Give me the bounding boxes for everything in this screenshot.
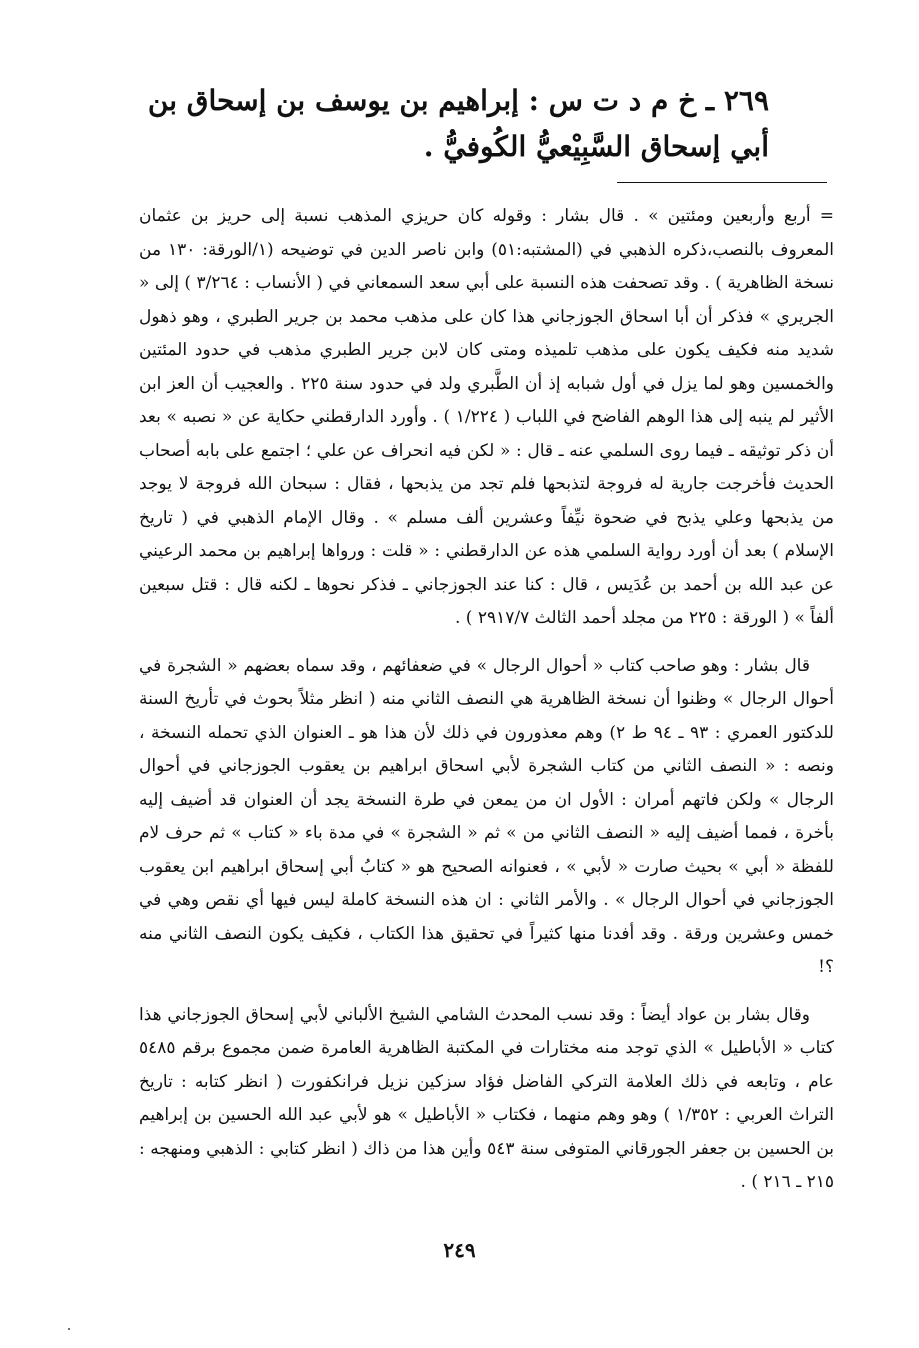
footnote-paragraph-3: وقال بشار بن عواد أيضاً : وقد نسب المحدث الشامي الشيخ الألباني لأبي إسحاق الجوزجاني هذا كتاب « الأباطيل » الذي توجد منه مختارات في المكتبة الظاهرية العامرة ضمن مجموع برقم ٥٤٨٥ عام ، وتابعه في ذلك العلامة التركي الفاضل فؤاد سزكين نزيل فرانكفورت ( انظر كتابه : تاريخ التراث العربي : ١/٣٥٢ ) وهو وهم منهما ، فكتاب « الأباطيل » هو لأبي عبد الله الحسين بن إبراهيم بن الحسين بن جعفر الجورقاني المتوفى سنة ٥٤٣ وأين هذا من ذاك ( انظر كتابي : الذهبي ومنهجه : ٢١٥ ـ ٢١٦ ) . (139, 1004, 834, 1192)
scan-speck (68, 1328, 70, 1330)
footnote-paragraph-2: قال بشار : وهو صاحب كتاب « أحوال الرجال » في ضعفائهم ، وقد سماه بعضهم « الشجرة في أحوال الرجال » وظنوا أن نسخة الظاهرية هي النصف الثاني منه ( انظر مثلاً بحوث في تأريخ السنة للدكتور العمري : ٩٣ ـ ٩٤ ط ٢) وهم معذورون في ذلك لأن هذا هو ـ العنوان الذي تحمله النسخة ، ونصه : « النصف الثاني من كتاب الشجرة لأبي اسحاق ابراهيم بن يعقوب الجوزجاني في أحوال الرجال » ولكن فاتهم أمران : الأول ان من يمعن في طرة النسخة يجد أن العنوان قد أضيف إليه بأخرة ، فمما أضيف إليه « النصف الثاني من » ثم « الشجرة » في مدة باء « كتاب » ثم حرف لام للفظة « أبي » بحيث صارت « لأبي » ، فعنوانه الصحيح هو « كتابُ أبي إسحاق ابراهيم ابن يعقوب الجوزجاني في أحوال الرجال » . والأمر الثاني : ان هذه النسخة كاملة ليس فيها أي نقص وهي في خمس وعشرين ورقة . وقد أفدنا منها كثيراً في تحقيق هذا الكتاب ، فكيف يكون النصف الثاني منه ؟! (139, 655, 834, 977)
entry-symbols: خ م د ت س : (528, 84, 697, 117)
footnote-divider (617, 182, 827, 183)
entry-title: إبراهيم بن يوسف بن إسحاق بن أبي إسحاق السَّبِيْعيُّ الكُوفيُّ . (147, 84, 769, 163)
footnote-body (139, 200, 834, 1214)
entry-number: ٢٦٩ ـ (705, 84, 769, 117)
footnote-paragraph-1: = أربع وأربعين ومئتين » . قال بشار : وقوله كان حريزي المذهب نسبة إلى حريز بن عثمان المعروف بالنصب،ذكره الذهبي في (المشتبه:٥١) وابن ناصر الدين في توضيحه (١/الورقة: ١٣٠ من نسخة الظاهرية ) . وقد تصحفت هذه النسبة على أبي سعد السمعاني في ( الأنساب : ٣/٢٦٤ ) إلى « الجريري » فذكر أن أبا اسحاق الجوزجاني هذا كان على مذهب محمد بن جرير الطبري ، وهو ذهول شديد منه فكيف يكون على مذهب تلميذه ومتى كان لابن جرير الطبري مذهب في حدود المئتين والخمسين وهو لما يزل في أول شبابه إذ أن الطَّبري ولد في حدود سنة ٢٢٥ . والعجيب أن العز ابن الأثير لم ينبه إلى هذا الوهم الفاضح في اللباب ( ١/٢٢٤ ) . وأورد الدارقطني حكاية عن « نصبه » بعد أن ذكر توثيقه ـ فيما روى السلمي عنه ـ قال : « لكن فيه انحراف عن علي ؛ اجتمع على بابه أصحاب الحديث فأخرجت جارية له فروجة لتذبحها فلم تجد من يذبحها ، فقال : سبحان الله فروجة لا يوجد من يذبحها وعلي يذبح في ضحوة نيِّفاً وعشرين ألف مسلم » . وقال الإمام الذهبي في ( تاريخ الإسلام ) بعد أن أورد رواية السلمي هذه عن الدارقطني : « قلت : ورواها إبراهيم بن محمد الرعيني عن عبد الله بن أحمد بن عُدَيس ، قال : كنا عند الجوزجاني ـ فذكر نحوها ـ لكنه قال : قتل سبعين ألفاً » ( الورقة : ٢٢٥ من مجلد أحمد الثالث ٢٩١٧/٧ ) . (139, 206, 834, 628)
entry-heading (129, 78, 769, 170)
page-number: ٢٤٩ (443, 1238, 476, 1262)
